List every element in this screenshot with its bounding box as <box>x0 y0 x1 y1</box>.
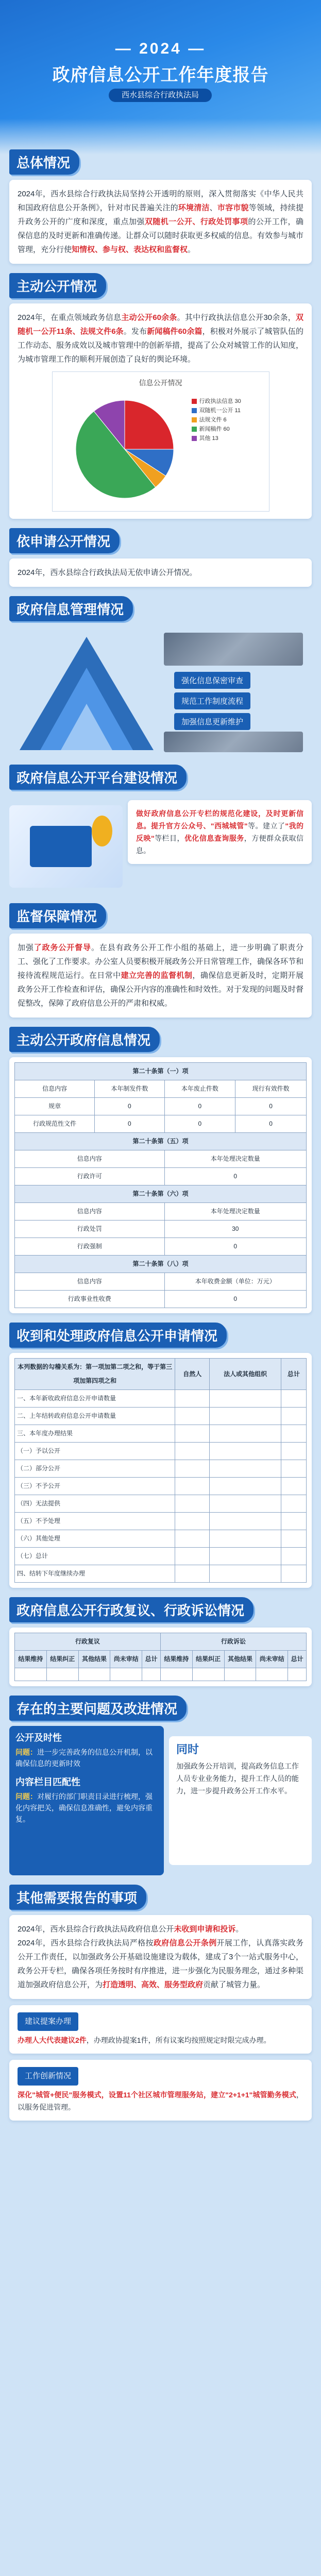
other-text-a: 2024年，西水县综合行政执法局政府信息公开 <box>18 1925 174 1934</box>
received-cell <box>210 1565 281 1583</box>
received-table <box>14 1358 307 1583</box>
received-cell <box>175 1443 210 1460</box>
received-cell <box>281 1495 306 1513</box>
report-title: 政府信息公开工作年度报告 <box>52 65 269 85</box>
active-text-a: 2024年，在重点领域政务信息 <box>18 313 122 322</box>
pie-legend-label: 行政执法信息 30 <box>199 398 241 404</box>
received-title: 收到和处理政府信息公开申请情况 <box>9 1323 227 1348</box>
active-hl-f: 新闻稿件60余篇 <box>147 327 202 336</box>
tables-card <box>9 1057 312 1313</box>
received-cell <box>281 1443 306 1460</box>
review-sub-col: 结果纠正 <box>192 1651 224 1668</box>
review-cell <box>256 1668 288 1681</box>
problems-right-text: 加强政务公开培训，提高政务信息工作人员专业业务能力，提升工作人员的能力，进一步提升政务公开工作水平。 <box>176 1762 299 1795</box>
request-title: 依申请公开情况 <box>9 528 120 553</box>
received-row <box>15 1565 307 1583</box>
table3-col: 信息内容 <box>15 1203 165 1221</box>
supervision-section <box>9 903 312 1018</box>
review-cell <box>160 1668 192 1681</box>
innovation-rest: ，以服务促进管理。 <box>18 2091 303 2111</box>
problems-section <box>9 1696 312 1875</box>
innovation-text <box>18 2089 303 2113</box>
review-sub-col: 结果维持 <box>160 1651 192 1668</box>
received-cell <box>175 1548 210 1565</box>
received-col: 自然人 <box>175 1359 210 1390</box>
hero-banner <box>0 0 321 155</box>
table1-cell: 规章 <box>15 1098 95 1115</box>
review-sub-col: 结果维持 <box>15 1651 47 1668</box>
review-col: 行政诉讼 <box>160 1633 306 1651</box>
supervision-text-e: ，确保信息更新及时，定期开展政务公开工作检查和评估，确保公开内容的准确性和时效性。对于发现的问题及时督促整改，保障了政府信息公开的严肃和权威。 <box>18 971 304 1008</box>
platform-section <box>9 765 312 898</box>
table2-col: 信息内容 <box>15 1150 165 1168</box>
received-cell <box>210 1425 281 1443</box>
problems-left-label2: 问题： <box>15 1792 37 1801</box>
table1-cell: 0 <box>95 1115 164 1133</box>
table1-cell: 0 <box>164 1115 235 1133</box>
received-cell <box>175 1408 210 1425</box>
supervision-hl-b: 了政务公开督导 <box>33 943 91 952</box>
received-row <box>15 1408 307 1425</box>
problems-left-title: 公开及时性 <box>15 1733 62 1743</box>
innovation-hl: 深化"城管+便民"服务模式，设置11个社区城市管理服务站，建立"2+1+1"城管勤务模式 <box>18 2091 296 2099</box>
other-text-2c: 开展工作，认真落实政务公开工作责任，以加强政务公开基础设施建设为载体，建成了3个一站式服务中心，政务公开专栏，确保各项任务按时有序推进，进一步强化为民服务理念，通过多种渠道加强政府信息公开，为 <box>18 1939 304 1989</box>
review-sub-col: 其他结果 <box>78 1651 110 1668</box>
review-cell <box>192 1668 224 1681</box>
active-text-e: 。发布 <box>123 327 147 336</box>
management-section <box>9 596 312 755</box>
received-row <box>15 1530 307 1548</box>
table3-col: 本年处理决定数量 <box>164 1203 307 1221</box>
received-row <box>15 1548 307 1565</box>
proposal-rest: ，办理政协提案1件，所有议案均按照规定时限完成办理。 <box>86 2036 271 2044</box>
tables-section <box>9 1027 312 1313</box>
pie-legend-swatch <box>192 408 197 413</box>
received-row <box>15 1443 307 1460</box>
table1-col: 信息内容 <box>15 1080 95 1098</box>
table3-header: 第二十条第（六）项 <box>15 1185 307 1203</box>
received-cell <box>175 1495 210 1513</box>
tables-title: 主动公开政府信息情况 <box>9 1027 160 1052</box>
pie-legend-item <box>192 415 241 425</box>
supervision-text-c: 。在县有政务公开工作小组的基础上，进一步明确了职责分工、强化了工作要求。办公室人员要积极开展政务公开日常管理工作，确保各环节和接待流程规范运行。在日常中 <box>18 943 304 980</box>
other-hl-2d: 打造透明、高效、服务型政府 <box>103 1980 204 1989</box>
pie-legend-label: 法规文件 6 <box>199 417 227 423</box>
problems-left-label: 问题： <box>15 1748 37 1756</box>
received-cell <box>175 1460 210 1478</box>
review-cell <box>46 1668 78 1681</box>
overview-section <box>9 149 312 264</box>
received-cell <box>210 1390 281 1408</box>
bulb-icon <box>92 816 112 846</box>
other-card-proposal <box>9 2005 312 2054</box>
request-text: 2024年，西水县综合行政执法局无依申请公开情况。 <box>18 568 197 577</box>
proposal-hl: 办理人大代表建议2件 <box>18 2036 87 2044</box>
received-cell <box>281 1548 306 1565</box>
other-paragraph-1 <box>18 1922 303 1936</box>
other-hl-b: 未收到申请和投诉 <box>174 1925 236 1934</box>
table3-cell: 行政强制 <box>15 1238 165 1256</box>
received-cell <box>175 1513 210 1530</box>
laptop-icon <box>30 826 92 867</box>
table-item-1 <box>14 1062 307 1308</box>
problems-body <box>9 1726 312 1875</box>
table4-cell: 行政事业性收费 <box>15 1291 165 1308</box>
pie-legend-item <box>192 434 241 443</box>
platform-text-a: 做好政府信息公开专栏的规范化建设，及时更新信息。提升官方公众号、 <box>136 809 303 830</box>
table1-col: 本年废止件数 <box>164 1080 235 1098</box>
other-paragraph-2 <box>18 1936 303 1992</box>
table4-header: 第二十条第（八）项 <box>15 1256 307 1273</box>
review-value-row <box>15 1668 307 1681</box>
received-cell <box>210 1408 281 1425</box>
org-label: 西水县综合行政执法局 <box>109 89 212 102</box>
received-row-label: （二）部分公开 <box>15 1460 175 1478</box>
platform-title: 政府信息公开平台建设情况 <box>9 765 187 790</box>
review-cell <box>288 1668 307 1681</box>
platform-card <box>128 800 312 864</box>
received-row-label: （六）其他处理 <box>15 1530 175 1548</box>
problems-left-desc2: 对履行的部门职责目录进行梳理，强化内容把关，确保信息准确性，避免内容重复。 <box>15 1792 153 1823</box>
received-row <box>15 1478 307 1495</box>
review-col: 行政复议 <box>15 1633 161 1651</box>
table3-cell: 0 <box>164 1238 307 1256</box>
problems-title: 存在的主要问题及改进情况 <box>9 1696 187 1721</box>
received-cell <box>210 1548 281 1565</box>
management-title: 政府信息管理情况 <box>9 596 133 621</box>
received-row-label: （一）予以公开 <box>15 1443 175 1460</box>
received-row <box>15 1390 307 1408</box>
table3-cell: 行政处罚 <box>15 1221 165 1238</box>
other-hl-2b: 政府信息公开条例 <box>153 1939 217 1947</box>
active-text-c: 。其中行政执法信息公开30余条， <box>177 313 296 322</box>
active-title: 主动公开情况 <box>9 273 106 298</box>
pie-legend-swatch <box>192 399 197 404</box>
active-hl-d: 双随机一公开11条、法规文件6条 <box>18 313 304 336</box>
table1-col: 本年制发件数 <box>95 1080 164 1098</box>
active-section <box>9 273 312 519</box>
received-cell <box>210 1530 281 1548</box>
table4-col: 本年收费金额（单位：万元） <box>164 1273 307 1291</box>
pie-legend-label: 双随机一公开 11 <box>199 408 241 414</box>
pie-legend-item <box>192 425 241 434</box>
overview-card <box>9 180 312 264</box>
received-row-label: 四、结转下年度继续办理 <box>15 1565 175 1583</box>
received-cell <box>175 1478 210 1495</box>
pie-slice-0 <box>125 400 174 449</box>
pie-legend-swatch <box>192 436 197 441</box>
received-col: 总计 <box>281 1359 306 1390</box>
request-card <box>9 558 312 587</box>
overview-hl-b: 环境清洁 <box>178 204 210 212</box>
overview-text-a: 2024年，西水县综合行政执法局坚持公开透明的原则，深入贯彻落实《中华人民共和国政府信息公开条例》，针对市民普遍关注的 <box>18 190 303 212</box>
management-photo-1 <box>164 633 303 666</box>
supervision-card <box>9 934 312 1018</box>
table2-cell: 行政许可 <box>15 1168 165 1185</box>
review-sub-col: 尚未审结 <box>256 1651 288 1668</box>
review-card <box>9 1628 312 1686</box>
overview-hl-d: 市容市貌 <box>217 204 249 212</box>
other-text-c: 。 <box>235 1925 244 1934</box>
pie-chart-title: 信息公开情况 <box>139 379 182 387</box>
table1-cell: 0 <box>164 1098 235 1115</box>
platform-hl-f: 优化信息查询服务 <box>184 834 244 842</box>
received-cell <box>175 1390 210 1408</box>
review-cell <box>15 1668 47 1681</box>
review-cell <box>78 1668 110 1681</box>
table2-col: 本年处理决定数量 <box>164 1150 307 1168</box>
received-col: 本列数据的勾稽关系为：第一项加第二项之和，等于第三项加第四项之和 <box>15 1359 175 1390</box>
table4-cell: 0 <box>164 1291 307 1308</box>
proposal-label: 建议提案办理 <box>18 2012 78 2031</box>
received-cell <box>175 1425 210 1443</box>
proposal-text <box>18 2034 303 2046</box>
platform-text-g: ，方便群众获取信息。 <box>136 834 304 855</box>
received-row-label: （三）不予公开 <box>15 1478 175 1495</box>
received-row <box>15 1495 307 1513</box>
received-cell <box>281 1408 306 1425</box>
received-cell <box>210 1513 281 1530</box>
review-cell <box>142 1668 161 1681</box>
received-cell <box>281 1478 306 1495</box>
review-sub-row <box>15 1651 307 1668</box>
table2-cell: 0 <box>164 1168 307 1185</box>
received-cell <box>175 1565 210 1583</box>
management-item-3: 加强信息更新维护 <box>174 713 250 730</box>
received-cell <box>281 1390 306 1408</box>
received-card <box>9 1353 312 1588</box>
received-cell <box>175 1530 210 1548</box>
pie-legend <box>192 397 241 443</box>
other-text-2e: 贡献了城管力量。 <box>203 1980 265 1989</box>
received-cell <box>281 1530 306 1548</box>
received-row-label: （七）总计 <box>15 1548 175 1565</box>
received-row-label: 一、本年新收政府信息公开申请数量 <box>15 1390 175 1408</box>
other-section <box>9 1885 312 2121</box>
table4-col: 信息内容 <box>15 1273 165 1291</box>
review-sub-col: 其他结果 <box>224 1651 256 1668</box>
problems-left-title2: 内容栏目匹配性 <box>15 1777 80 1787</box>
platform-illustration <box>9 805 123 888</box>
platform-text-e: 等栏目， <box>154 834 184 842</box>
pie-legend-item <box>192 397 241 406</box>
overview-title: 总体情况 <box>9 149 79 175</box>
problems-right-title: 同时 <box>176 1743 199 1756</box>
table1-col: 现行有效件数 <box>235 1080 307 1098</box>
received-cell <box>210 1495 281 1513</box>
supervision-title: 监督保障情况 <box>9 903 106 928</box>
other-title: 其他需要报告的事项 <box>9 1885 146 1910</box>
problems-right-card <box>169 1736 312 1865</box>
table2-header: 第二十条第（五）项 <box>15 1133 307 1150</box>
received-cell <box>281 1513 306 1530</box>
report-year: — 2024 — <box>115 40 206 57</box>
supervision-hl-d: 建立完善的监督机制 <box>121 971 193 980</box>
platform-body <box>9 795 312 898</box>
other-card-innovation <box>9 2060 312 2121</box>
table1-cell: 0 <box>235 1098 307 1115</box>
management-photo-2 <box>164 732 303 752</box>
pie-legend-swatch <box>192 427 197 432</box>
overview-hl-f: 双随机一公开、行政处罚事项 <box>144 217 248 226</box>
received-section <box>9 1323 312 1588</box>
innovation-label: 工作创新情况 <box>18 2067 78 2086</box>
received-col: 法人或其他组织 <box>210 1359 281 1390</box>
problems-left-desc: 进一步完善政务的信息公开机制，以确保信息的更新时效 <box>15 1748 153 1768</box>
review-cell <box>110 1668 142 1681</box>
overview-hl-h: 知情权、参与权、表达权和监督权 <box>72 245 188 254</box>
received-cell <box>281 1460 306 1478</box>
received-cell <box>210 1443 281 1460</box>
pie-legend-swatch <box>192 417 197 422</box>
overview-text-c: 、 <box>209 204 217 212</box>
received-row-label: （五）不予处理 <box>15 1513 175 1530</box>
review-section <box>9 1597 312 1686</box>
problems-left-text2 <box>15 1791 158 1825</box>
overview-text-g: 的公开工作，确保信息的及时更新和准确传递。让群众可以随时获取更多权威的信息。有效参与城市管理，充分行使 <box>18 217 304 254</box>
received-cell <box>281 1425 306 1443</box>
overview-text-e: 等领域，持续提升政务公开的广度和深度，重点加强 <box>18 204 303 226</box>
platform-hl-d: "我的反映" <box>136 822 304 842</box>
pie-legend-label: 其他 13 <box>199 435 218 442</box>
received-row-label: 二、上年结转政府信息公开申请数量 <box>15 1408 175 1425</box>
review-table <box>14 1633 307 1681</box>
management-graphic <box>9 626 312 755</box>
received-cell <box>281 1565 306 1583</box>
review-title: 政府信息公开行政复议、行政诉讼情况 <box>9 1597 254 1622</box>
problems-left-card <box>9 1726 164 1875</box>
table1-header: 第二十条第（一）项 <box>15 1063 307 1080</box>
overview-text-i: 。 <box>188 245 196 254</box>
supervision-text-a: 加强 <box>18 943 34 952</box>
review-sub-col: 结果纠正 <box>46 1651 78 1668</box>
table1-cell: 0 <box>95 1098 164 1115</box>
received-cell <box>210 1460 281 1478</box>
request-section <box>9 528 312 587</box>
other-card <box>9 1915 312 1999</box>
active-card <box>9 303 312 519</box>
platform-hl-b: "西城城管" <box>210 822 248 830</box>
active-hl-b: 主动公开60余条 <box>121 313 177 322</box>
pie-chart-box <box>52 371 269 512</box>
received-row <box>15 1425 307 1443</box>
review-sub-col: 尚未审结 <box>110 1651 142 1668</box>
management-item-1: 强化信息保密审查 <box>174 672 250 689</box>
problems-left-text <box>15 1747 158 1769</box>
pie-legend-item <box>192 406 241 415</box>
received-row-label: 三、本年度办理结果 <box>15 1425 175 1443</box>
table3-cell: 30 <box>164 1221 307 1238</box>
received-row-label: （四）无法提供 <box>15 1495 175 1513</box>
management-item-2: 规范工作制度流程 <box>174 692 250 709</box>
review-sub-col: 总计 <box>288 1651 307 1668</box>
active-text-g: ，积极对外展示了城管队伍的工作动态、服务成效以及城市管理中的创新举措，提高了公众对城管工作的认知度，为城市管理工作的顺利开展创造了良好的舆论环境。 <box>18 327 304 364</box>
received-row <box>15 1513 307 1530</box>
table1-cell: 行政规范性文件 <box>15 1115 95 1133</box>
review-sub-col: 总计 <box>142 1651 161 1668</box>
table1-cell: 0 <box>235 1115 307 1133</box>
review-cell <box>224 1668 256 1681</box>
received-row <box>15 1460 307 1478</box>
pie-legend-label: 新闻稿件 60 <box>199 426 230 432</box>
received-cell <box>210 1478 281 1495</box>
platform-text-c: 等。建立了 <box>247 822 285 830</box>
other-text-2a: 2024年，西水县综合行政执法局严格按 <box>18 1939 154 1947</box>
